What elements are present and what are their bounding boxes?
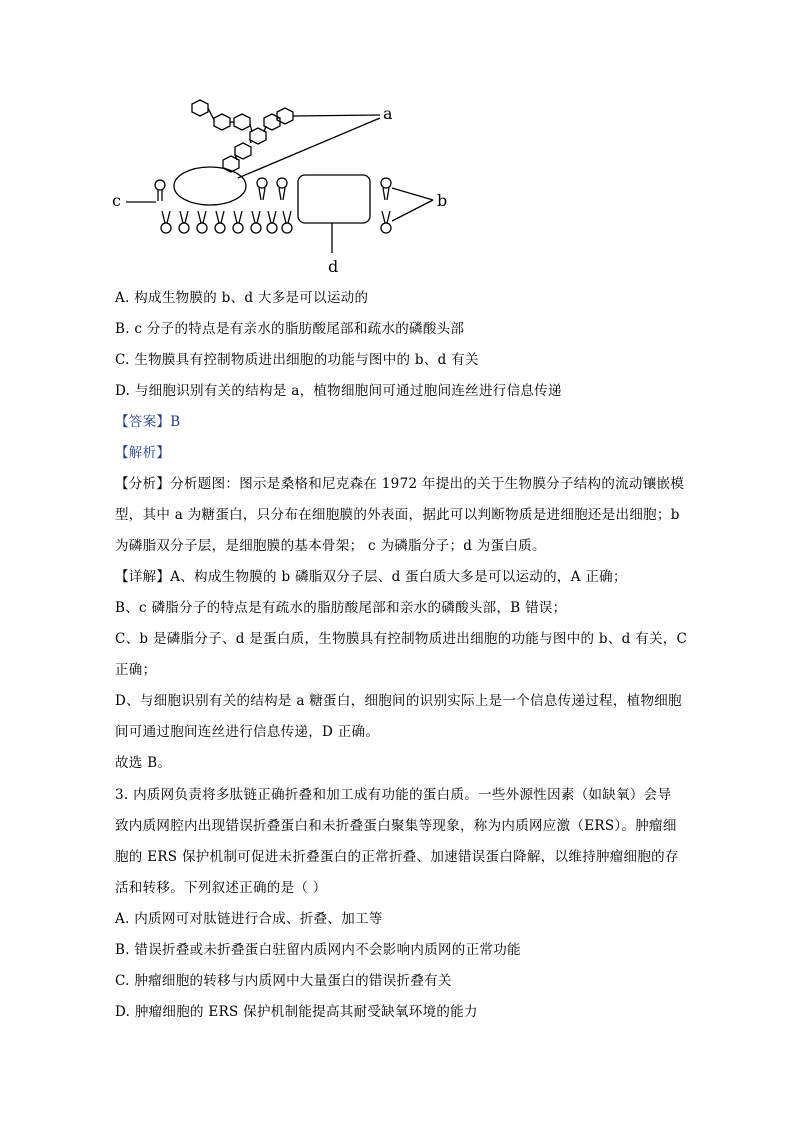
q2-detail-line: 故选 B。 <box>115 755 172 771</box>
glycoprotein-ellipse <box>174 167 246 205</box>
phospholipid-head <box>257 178 267 188</box>
q3-block <box>115 780 685 1028</box>
q3-stem-line: 活和转移。下列叙述正确的是（ ） <box>115 880 327 896</box>
q3-option-b: B. 错误折叠或未折叠蛋白驻留内质网内不会影响内质网的正常功能 <box>115 942 521 958</box>
q2-detail-line: 【详解】A、构成生物膜的 b 磷脂双分子层、d 蛋白质大多是可以运动的，A 正确； <box>115 569 627 585</box>
sugar-hexagon <box>235 143 251 159</box>
q2-detail-line: D、与细胞识别有关的结构是 a 糖蛋白，细胞间的识别实际上是一个信息传递过程，植物细胞 <box>115 693 682 709</box>
q2-detail-line: 间可通过胞间连丝进行信息传递，D 正确。 <box>115 724 380 740</box>
q2-detail-line: C、b 是磷脂分子、d 是蛋白质，生物膜具有控制物质进出细胞的功能与图中的 b、d 有关，C <box>115 631 688 647</box>
q2-option-b: B. c 分子的特点是有亲水的脂肪酸尾部和疏水的磷酸头部 <box>115 321 465 337</box>
label-b: b <box>437 191 448 210</box>
q2-analysis-line: 【分析】分析题图：图示是桑格和尼克森在 1972 年提出的关于生物膜分子结构的流动镶嵌模 <box>115 476 685 492</box>
sugar-hexagon <box>214 114 230 130</box>
q2-option-a: A. 构成生物膜的 b、d 大多是可以运动的 <box>115 290 369 306</box>
q3-option-c: C. 肿瘤细胞的转移与内质网中大量蛋白的错误折叠有关 <box>115 973 452 989</box>
q2-option-c: C. 生物膜具有控制物质进出细胞的功能与图中的 b、d 有关 <box>115 352 479 368</box>
membrane-diagram <box>100 88 460 283</box>
q2-detail-line: 正确； <box>115 662 157 678</box>
phospholipid-head <box>155 180 165 190</box>
phospholipid-bottom-row <box>161 211 391 233</box>
phospholipid-head <box>381 178 391 188</box>
q3-stem-line: 胞的 ERS 保护机制可促进未折叠蛋白的正常折叠、加速错误蛋白降解，以维持肿瘤细胞的存 <box>115 849 679 865</box>
q2-analysis-line: 型，其中 a 为糖蛋白，只分布在细胞膜的外表面，据此可以判断物质是进细胞还是出细胞；b <box>115 507 680 523</box>
sugar-hexagon <box>192 100 208 116</box>
sugar-hexagon <box>277 108 293 124</box>
label-d: d <box>328 257 339 276</box>
q3-option-a: A. 内质网可对肽链进行合成、折叠、加工等 <box>115 911 383 927</box>
q2-answer: 【答案】B <box>115 414 181 430</box>
label-c: c <box>112 191 121 210</box>
q2-block <box>115 283 688 779</box>
label-a: a <box>383 104 393 123</box>
sugar-hexagon <box>250 128 266 144</box>
q2-jiexi-heading: 【解析】 <box>115 445 171 461</box>
protein-rect <box>298 175 370 223</box>
q2-option-d: D. 与细胞识别有关的结构是 a，植物细胞间可通过胞间连丝进行信息传递 <box>115 383 562 399</box>
sugar-hexagon <box>234 114 250 130</box>
q3-stem-line: 3. 内质网负责将多肽链正确折叠和加工成有功能的蛋白质。一些外源性因素（如缺氧）会导 <box>115 787 672 803</box>
q2-analysis-line: 为磷脂双分子层，是细胞膜的基本骨架； c 为磷脂分子；d 为蛋白质。 <box>115 538 546 554</box>
phospholipid-head <box>277 178 287 188</box>
q3-option-d: D. 肿瘤细胞的 ERS 保护机制能提高其耐受缺氧环境的能力 <box>115 1004 478 1020</box>
q3-stem-line: 致内质网腔内出现错误折叠蛋白和未折叠蛋白聚集等现象，称为内质网应激（ERS）。肿瘤细 <box>115 818 677 834</box>
q2-detail-line: B、c 磷脂分子的特点是有疏水的脂肪酸尾部和亲水的磷酸头部，B 错误； <box>115 600 567 616</box>
